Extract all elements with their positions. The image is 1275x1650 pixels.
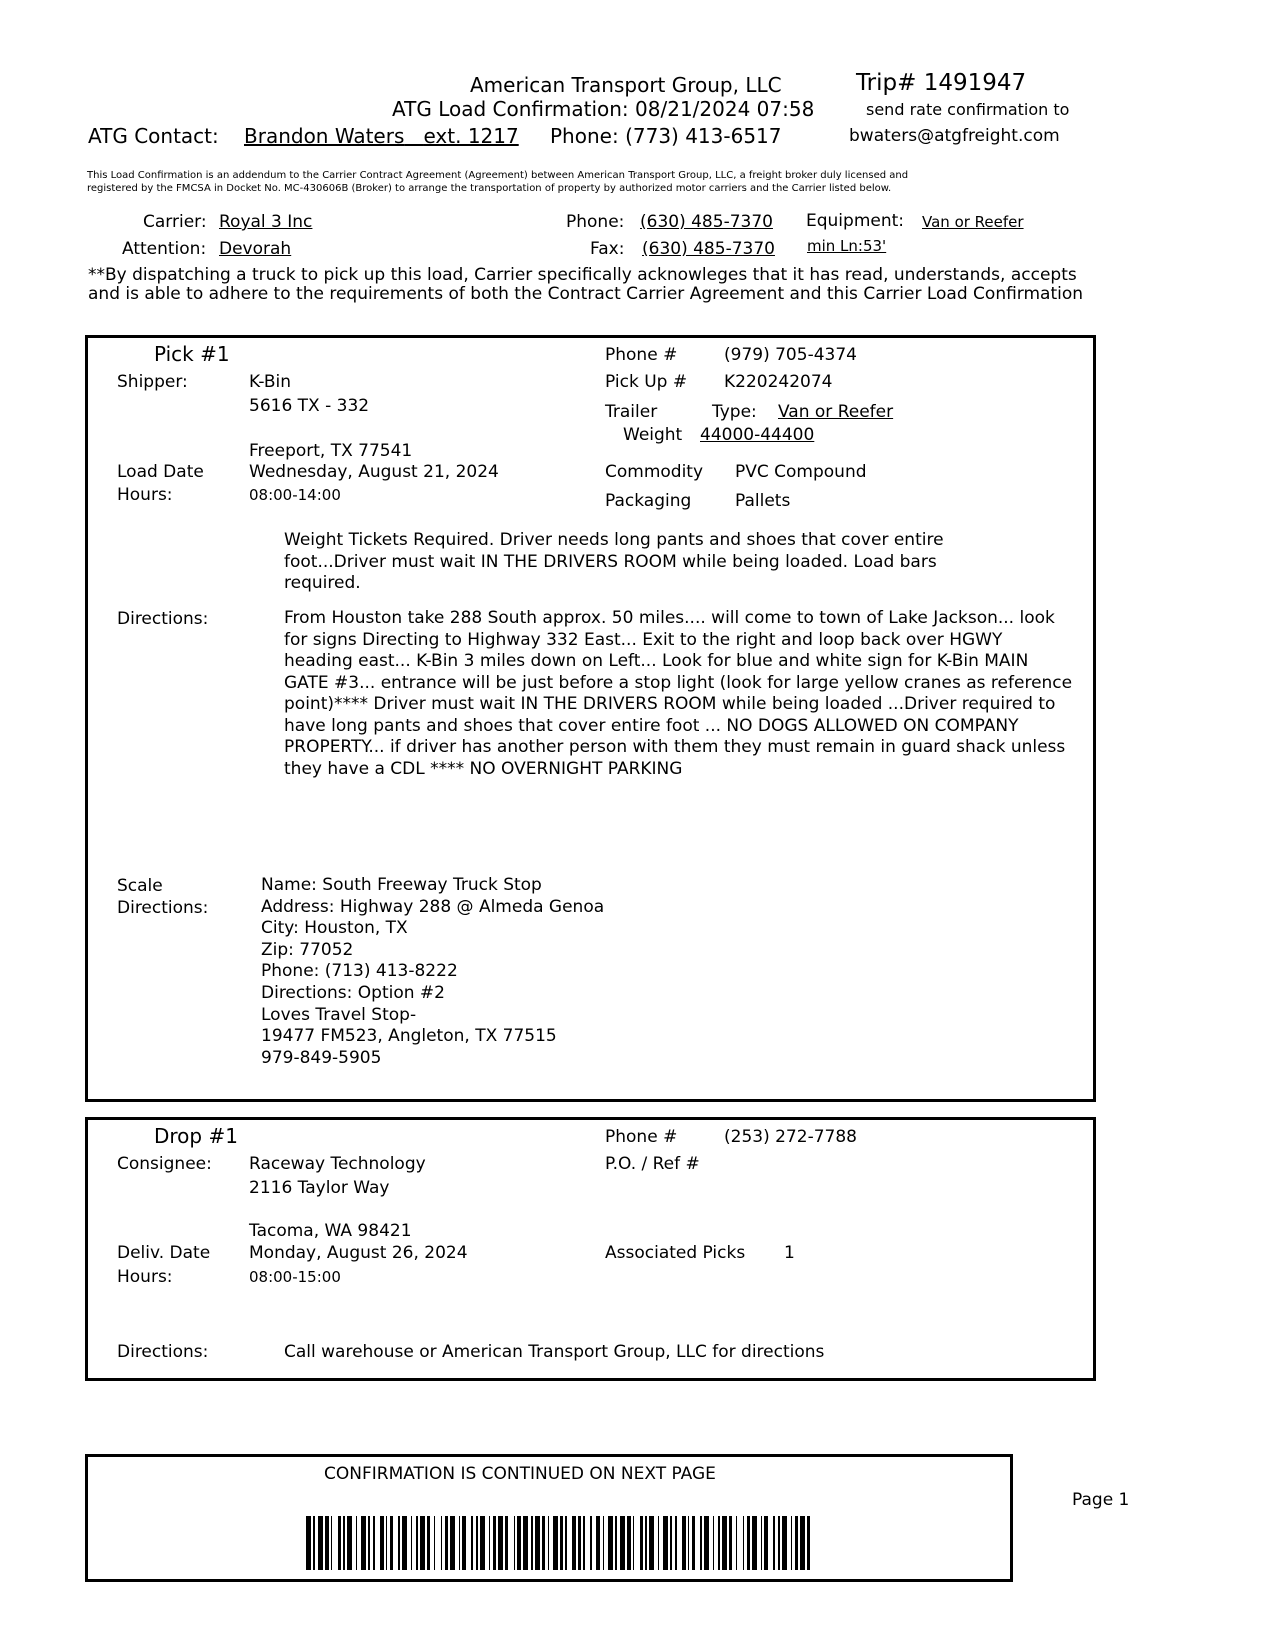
- drop-hours-label: Hours:: [117, 1267, 173, 1287]
- barcode-bar: [782, 1516, 787, 1570]
- carrier-fax: (630) 485-7370: [642, 239, 775, 259]
- barcode-bar: [773, 1516, 775, 1570]
- barcode-bar: [700, 1516, 702, 1570]
- load-date-label: Load Date: [117, 462, 204, 482]
- commodity-value: PVC Compound: [735, 462, 867, 482]
- barcode-bar: [565, 1516, 567, 1570]
- barcode-bar: [368, 1516, 370, 1570]
- pick-hours-label: Hours:: [117, 485, 173, 505]
- barcode-bar: [493, 1516, 496, 1570]
- carrier-label: Carrier:: [143, 212, 207, 232]
- barcode-bar: [615, 1516, 617, 1570]
- barcode-bar: [670, 1516, 672, 1570]
- drop-hours: 08:00-15:00: [249, 1268, 341, 1286]
- pick-hours: 08:00-14:00: [249, 486, 341, 504]
- atg-phone: [550, 124, 782, 148]
- shipper-address: 5616 TX - 332: [249, 396, 370, 416]
- barcode-bar: [692, 1516, 695, 1570]
- disclaimer-line-2: registered by the FMCSA in Docket No. MC-430606B (Broker) to arrange the transportation of property by authorized motor carriers and the Carrier listed below.: [87, 183, 892, 194]
- pickup-number-label: Pick Up #: [605, 372, 688, 392]
- carrier-name: Royal 3 Inc: [219, 212, 313, 232]
- barcode-bar: [489, 1516, 491, 1570]
- barcode-bar: [578, 1516, 581, 1570]
- barcode-bar: [553, 1516, 558, 1570]
- min-length: min Ln:53': [807, 237, 887, 255]
- barcode-bar: [704, 1516, 709, 1570]
- trailer-type-label: Type:: [712, 402, 757, 422]
- barcode-bar: [535, 1516, 540, 1570]
- barcode-bar: [596, 1516, 601, 1570]
- confirmation-label: ATG Load Confirmation:: [392, 97, 629, 121]
- barcode-bar: [791, 1516, 793, 1570]
- barcode-bar: [462, 1516, 465, 1570]
- barcode-bar: [675, 1516, 677, 1570]
- barcode-bar: [778, 1516, 780, 1570]
- barcode-bar: [318, 1516, 323, 1570]
- drop-title: Drop #1: [154, 1124, 238, 1148]
- barcode-bar: [411, 1516, 413, 1570]
- barcode-bar: [361, 1516, 366, 1570]
- barcode-bar: [560, 1516, 563, 1570]
- po-ref-label: P.O. / Ref #: [605, 1154, 700, 1174]
- page-number: Page 1: [1072, 1490, 1130, 1510]
- barcode-bar: [713, 1516, 715, 1570]
- barcode-bar: [747, 1516, 750, 1570]
- barcode-bar: [688, 1516, 690, 1570]
- barcode-bar: [718, 1516, 720, 1570]
- disclaimer-line-1: This Load Confirmation is an addendum to the Carrier Contract Agreement (Agreement) between American Transport Group, LLC, a freight broker duly licensed and: [87, 170, 909, 181]
- barcode-bar: [627, 1516, 630, 1570]
- barcode-bar: [531, 1516, 533, 1570]
- equipment-label: Equipment:: [806, 211, 905, 231]
- atg-contact-label: ATG Contact:: [88, 124, 219, 148]
- barcode-bar: [427, 1516, 430, 1570]
- barcode-bar: [658, 1516, 660, 1570]
- barcode-bar: [356, 1516, 358, 1570]
- barcode-bar: [445, 1516, 448, 1570]
- carrier-fax-label: Fax:: [590, 239, 625, 259]
- scale-line: Loves Travel Stop-: [261, 1004, 417, 1025]
- barcode-bar: [620, 1516, 625, 1570]
- pick-title: Pick #1: [154, 342, 230, 366]
- barcode-bar: [476, 1516, 478, 1570]
- phone-value: (773) 413-6517: [625, 124, 782, 148]
- barcode-bar: [398, 1516, 400, 1570]
- drop-phone: (253) 272-7788: [724, 1127, 857, 1147]
- scale-label-2: Directions:: [117, 898, 209, 918]
- shipper-name: K-Bin: [249, 372, 292, 392]
- carrier-phone-label: Phone:: [566, 212, 625, 232]
- scale-line: 19477 FM523, Angleton, TX 77515: [261, 1026, 557, 1047]
- associated-picks-value: 1: [784, 1243, 795, 1263]
- barcode-bar: [608, 1516, 613, 1570]
- barcode-bar: [548, 1516, 550, 1570]
- barcode-bar: [306, 1516, 311, 1570]
- scale-line: Phone: (713) 413-8222: [261, 961, 458, 982]
- consignee-city: Tacoma, WA 98421: [249, 1221, 412, 1241]
- barcode-bar: [795, 1516, 798, 1570]
- barcode-bar: [542, 1516, 545, 1570]
- barcode-bar: [682, 1516, 685, 1570]
- ack-line-2: and is able to adhere to the requirements of both the Contract Carrier Agreement and this Carrier Load Confirmation: [88, 284, 1084, 304]
- barcode-bar: [514, 1516, 516, 1570]
- send-rate-text: send rate confirmation to: [866, 100, 1070, 119]
- scale-line: Address: Highway 288 @ Almeda Genoa: [261, 896, 605, 917]
- phone-label: Phone:: [550, 124, 619, 148]
- pick-directions-label: Directions:: [117, 609, 209, 629]
- barcode-bar: [729, 1516, 732, 1570]
- packaging-label: Packaging: [605, 491, 692, 511]
- atg-contact-name: [244, 124, 519, 148]
- scale-line: City: Houston, TX: [261, 918, 408, 939]
- barcode-bar: [347, 1516, 352, 1570]
- barcode-bar: [343, 1516, 345, 1570]
- trip-number: Trip# 1491947: [856, 70, 1027, 96]
- barcode-bar: [434, 1516, 436, 1570]
- barcode-bar: [498, 1516, 503, 1570]
- barcode-bar: [402, 1516, 407, 1570]
- consignee-address: 2116 Taylor Way: [249, 1178, 390, 1198]
- deliv-date: Monday, August 26, 2024: [249, 1243, 468, 1263]
- associated-picks-label: Associated Picks: [605, 1243, 746, 1263]
- barcode-bar: [603, 1516, 605, 1570]
- confirmation-line: [392, 97, 814, 121]
- deliv-date-label: Deliv. Date: [117, 1243, 211, 1263]
- pick-notes: Weight Tickets Required. Driver needs long pants and shoes that cover entire foot...Driver must wait IN THE DRIVERS ROOM while being loaded. Load bars required.: [284, 530, 944, 593]
- company-name: American Transport Group, LLC: [470, 73, 782, 97]
- barcode-bar: [386, 1516, 388, 1570]
- barcode-bar: [420, 1516, 425, 1570]
- packaging-value: Pallets: [735, 491, 791, 511]
- scale-label-1: Scale: [117, 876, 163, 896]
- barcode-bar: [480, 1516, 485, 1570]
- drop-phone-label: Phone #: [605, 1127, 678, 1147]
- barcode-bar: [471, 1516, 473, 1570]
- pick-phone: (979) 705-4374: [724, 345, 857, 365]
- weight-value: 44000-44400: [700, 425, 815, 445]
- confirmation-datetime: 08/21/2024 07:58: [635, 97, 815, 121]
- barcode-bar: [572, 1516, 575, 1570]
- barcode-bar: [764, 1516, 767, 1570]
- barcode-bar: [505, 1516, 508, 1570]
- pick-directions: From Houston take 288 South approx. 50 miles.... will come to town of Lake Jackson... look for signs Directing to Highway 332 East... Exit to the right and loop back over HGWY heading east... K-Bin 3 miles down on Left... Look for blue and white sign for K-Bin MAIN GATE #3... entrance will be just before a stop light (look for large yellow cranes as reference point)**** Driver must wait IN THE DRIVERS ROOM while being loaded ...Driver required to have long pants and shoes that cover entire foot ... NO DOGS ALLOWED ON COMPANY PROPERTY... if driver has another person with them they must remain in guard shack unless they have a CDL **** NO OVERNIGHT PARKING: [284, 608, 1073, 779]
- barcode-bar: [761, 1516, 763, 1570]
- contact-ext-text: ext. 1217: [423, 124, 519, 148]
- pick-phone-label: Phone #: [605, 345, 678, 365]
- contact-email[interactable]: bwaters@atgfreight.com: [849, 126, 1060, 146]
- shipper-label: Shipper:: [117, 372, 188, 392]
- scale-line: 979-849-5905: [261, 1047, 382, 1068]
- barcode-bar: [380, 1516, 383, 1570]
- barcode-bar: [373, 1516, 375, 1570]
- load-date: Wednesday, August 21, 2024: [249, 462, 499, 482]
- ack-line-1: **By dispatching a truck to pick up this load, Carrier specifically acknowleges that it has read, understands, accepts: [88, 265, 1077, 285]
- trailer-label: Trailer: [605, 402, 658, 422]
- scale-line: Zip: 77052: [261, 939, 354, 960]
- barcode-bar: [523, 1516, 528, 1570]
- barcode-bar: [640, 1516, 643, 1570]
- barcode-bar: [583, 1516, 585, 1570]
- weight-label: Weight: [623, 425, 683, 445]
- pickup-number: K220242074: [724, 372, 833, 392]
- barcode-bar: [633, 1516, 635, 1570]
- barcode-bar: [517, 1516, 520, 1570]
- barcode-bar: [800, 1516, 805, 1570]
- barcode-bar: [313, 1516, 315, 1570]
- scale-line: Directions: Option #2: [261, 982, 445, 1003]
- barcode: [306, 1516, 816, 1570]
- barcode-bar: [752, 1516, 757, 1570]
- barcode-bar: [645, 1516, 647, 1570]
- barcode-bar: [807, 1516, 810, 1570]
- barcode-bar: [743, 1516, 745, 1570]
- barcode-bar: [459, 1516, 461, 1570]
- trailer-type: Van or Reefer: [778, 402, 894, 422]
- contact-name-text: Brandon Waters: [244, 124, 405, 148]
- shipper-city: Freeport, TX 77541: [249, 441, 413, 461]
- barcode-bar: [450, 1516, 455, 1570]
- barcode-bar: [663, 1516, 668, 1570]
- carrier-phone: (630) 485-7370: [640, 212, 773, 232]
- barcode-bar: [649, 1516, 654, 1570]
- scale-line: Name: South Freeway Truck Stop: [261, 875, 542, 895]
- attention-label: Attention:: [122, 239, 207, 259]
- drop-directions-label: Directions:: [117, 1342, 209, 1362]
- barcode-bar: [722, 1516, 727, 1570]
- attention-name: Devorah: [219, 239, 292, 259]
- barcode-bar: [416, 1516, 418, 1570]
- scale-directions: [261, 875, 604, 1069]
- barcode-bar: [331, 1516, 333, 1570]
- barcode-bar: [441, 1516, 443, 1570]
- consignee-name: Raceway Technology: [249, 1154, 426, 1174]
- barcode-bar: [736, 1516, 738, 1570]
- consignee-label: Consignee:: [117, 1154, 212, 1174]
- barcode-bar: [590, 1516, 592, 1570]
- continued-text: CONFIRMATION IS CONTINUED ON NEXT PAGE: [324, 1464, 716, 1484]
- commodity-label: Commodity: [605, 462, 704, 482]
- equipment-value: Van or Reefer: [922, 213, 1024, 231]
- barcode-bar: [338, 1516, 341, 1570]
- barcode-bar: [390, 1516, 393, 1570]
- barcode-bar: [325, 1516, 328, 1570]
- drop-directions: Call warehouse or American Transport Group, LLC for directions: [284, 1342, 825, 1362]
